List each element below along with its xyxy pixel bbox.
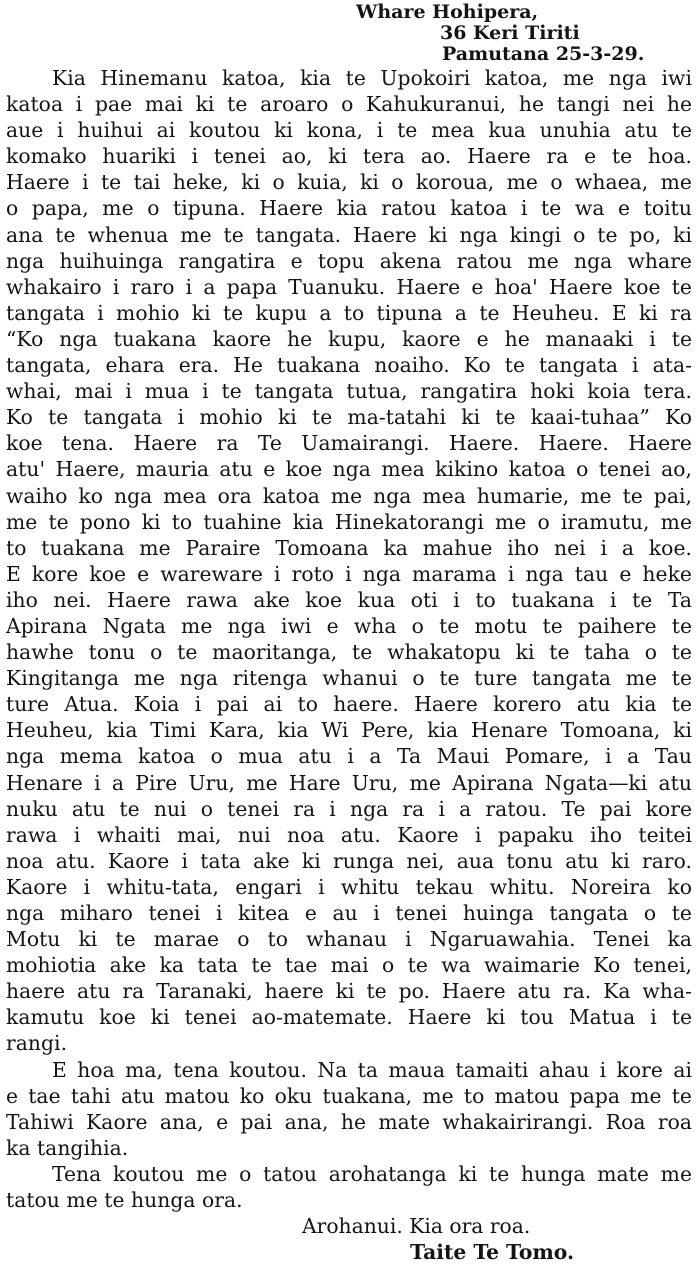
text-line: tangata, ehara era. He tuakana noaiho. Ko te tangata i ata- — [6, 353, 692, 378]
text-line: Haere i te tai heke, ki o kuia, ki o koroua, me o whaea, me — [6, 170, 692, 195]
text-line: nuku atu te nui o tenei ra i nga ra i a ratou. Te pai kore — [6, 796, 692, 821]
text-line: “Ko nga tuakana kaore he kupu, kaore e he manaaki i te — [6, 326, 692, 351]
text-line: rangi. — [6, 1031, 68, 1056]
paragraph — [6, 65, 692, 1057]
text-line: whai, mai i mua i te tangata tutua, rangatira hoki koia tera. — [6, 379, 692, 404]
text-line: Ko te tangata i mohio ki te ma-tatahi ki te kaai-tuhaa” Ko — [6, 405, 692, 430]
text-line: e tae tahi atu matou ko oku tuakana, me to matou papa me te — [6, 1083, 692, 1108]
text-line: Henare i a Pire Uru, me Hare Uru, me Apirana Ngata—ki atu — [6, 770, 692, 795]
text-line: rawa i whaiti mai, nui noa atu. Kaore i papaku iho teitei — [6, 822, 692, 847]
text-line: koe tena. Haere ra Te Uamairangi. Haere. Haere. Haere — [6, 431, 692, 456]
text-line: Kaore i whitu-tata, engari i whitu tekau whitu. Noreira ko — [6, 874, 692, 899]
text-line: nga miharo tenei i kitea e au i tenei huinga tangata o te — [6, 901, 692, 925]
text-line: o papa, me o tipuna. Haere kia ratou katoa i te wa e toitu — [6, 196, 692, 221]
text-line: Kingitanga me nga ritenga whanui o te ture tangata me te — [6, 666, 692, 691]
text-line: hawhe tonu o te maoritanga, te whakatopu ki te taha o te — [6, 640, 692, 665]
text-line: aue i huihui ai koutou ki kona, i te mea kua unuhia atu te — [6, 118, 692, 143]
closing-line: Arohanui. Kia ora roa. — [302, 1214, 531, 1239]
text-line: Heuheu, kia Timi Kara, kia Wi Pere, kia Henare Tomoana, ki — [6, 718, 692, 743]
text-line: Apirana Ngata me nga iwi e wha o te motu te paihere te — [6, 613, 692, 638]
text-line: waiho ko nga mea ora katoa me nga mea humarie, me te pai, — [6, 483, 692, 508]
text-line: to tuakana me Paraire Tomoana ka mahue iho nei i a koe. — [6, 535, 692, 560]
text-line: Kia Hinemanu katoa, kia te Upokoiri katoa, me nga iwi — [52, 66, 692, 90]
text-line: komako huariki i tenei ao, ki tera ao. Haere ra e te hoa. — [6, 144, 692, 169]
text-line: iho nei. Haere rawa ake koe kua oti i to tuakana i te Ta — [6, 587, 692, 612]
address-date-line: Pamutana 25-3-29. — [442, 43, 645, 65]
address-line-2: 36 Keri Tiriti — [440, 22, 580, 44]
text-line: Motu ki te marae o to whanau i Ngaruawahia. Tenei ka — [6, 927, 692, 952]
text-line: ka tangihia. — [6, 1135, 129, 1160]
text-line: nga huihuinga rangatira e topu akena ratou me nga whare — [6, 248, 692, 273]
text-line: haere atu ra Taranaki, haere ki te po. Haere atu ra. Ka wha- — [6, 979, 692, 1004]
text-line: tangata i mohio ki te kupu a to tipuna a te Heuheu. E ki ra — [6, 300, 692, 325]
text-line: ture Atua. Koia i pai ai to haere. Haere korero atu kia te — [6, 692, 692, 717]
text-line: E kore koe e wareware i roto i nga marama i nga tau e heke — [6, 561, 692, 586]
text-line: ana te whenua me te tangata. Haere ki nga kingi o te po, ki — [6, 222, 692, 247]
text-line: atu' Haere, mauria atu e koe nga mea kikino katoa o tenei ao, — [6, 457, 692, 482]
text-line: katoa i pae mai ki te aroaro o Kahukuranui, he tangi nei he — [6, 92, 692, 117]
text-line: noa atu. Kaore i tata ake ki runga nei, aua tonu atu ki raro. — [6, 848, 692, 873]
paragraph — [6, 1161, 692, 1213]
text-line: E hoa ma, tena koutou. Na ta maua tamaiti ahau i kore ai — [52, 1057, 692, 1082]
text-line: tatou me te hunga ora. — [6, 1188, 243, 1213]
text-line: Tena koutou me o tatou arohatanga ki te hunga mate me — [52, 1161, 692, 1186]
text-line: kamutu koe ki tenei ao-matemate. Haere ki tou Matua i te — [6, 1005, 692, 1030]
text-line: whakairo i raro i a papa Tuanuku. Haere e hoa' Haere koe te — [6, 274, 692, 299]
letter-body — [6, 65, 692, 1213]
text-line: Tahiwi Kaore ana, e pai ana, he mate whakairirangi. Roa roa — [6, 1109, 692, 1134]
address-line-1: Whare Hohipera, — [356, 1, 539, 23]
text-line: nga mema katoa o mua atu i a Ta Maui Pomare, i a Tau — [6, 744, 692, 769]
signature-name: Taite Te Tomo. — [410, 1240, 575, 1265]
text-line: mohiotia ake ka tata te tae mai o te wa waimarie Ko tenei, — [6, 953, 692, 978]
paragraph — [6, 1057, 692, 1161]
text-line: me te pono ki to tuahine kia Hinekatorangi me o iramutu, me — [6, 509, 692, 534]
